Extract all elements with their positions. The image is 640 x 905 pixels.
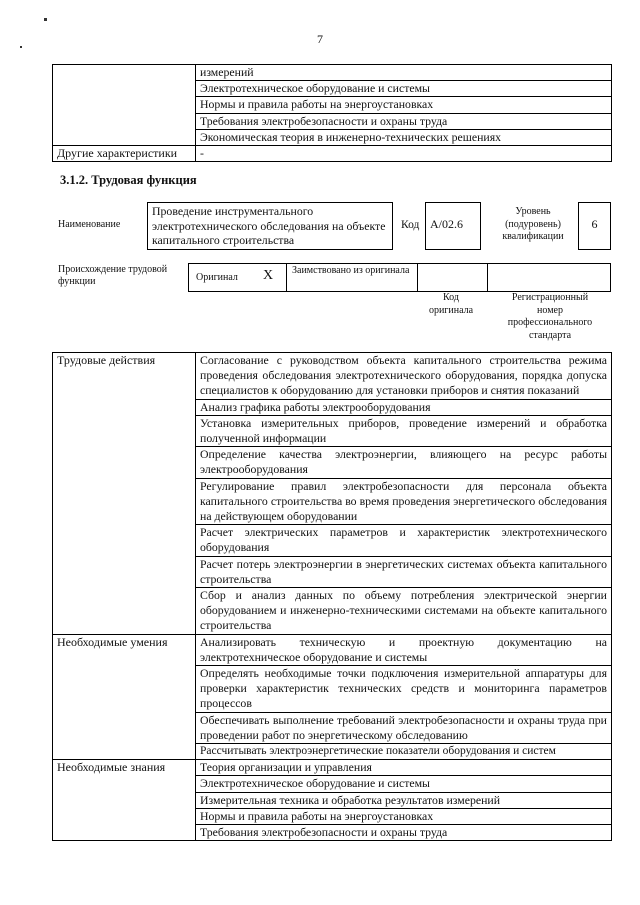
code-caption: Код оригинала bbox=[428, 292, 474, 316]
table-cell: Нормы и правила работы на энергоустановках bbox=[196, 808, 612, 824]
table-cell: Установка измерительных приборов, проведение измерений и обработка полученной информации bbox=[196, 415, 612, 446]
table-cell: Расчет потерь электроэнергии в энергетических системах объекта капитального строительства bbox=[196, 556, 612, 587]
origin-divider bbox=[487, 263, 488, 292]
scan-speck bbox=[44, 18, 47, 21]
table-cell: Рассчитывать электроэнергетические показатели оборудования и систем bbox=[196, 744, 612, 760]
table-cell: Определять необходимые точки подключения измерительной аппаратуры для проверки характеристик технических средств и мониторинга параметров процессов bbox=[196, 666, 612, 713]
table-row bbox=[53, 146, 612, 162]
section-label-actions: Трудовые действия bbox=[53, 353, 196, 635]
table-cell: измерений bbox=[196, 65, 612, 81]
table-row bbox=[53, 65, 612, 81]
main-table bbox=[52, 352, 612, 841]
other-characteristics-label: Другие характеристики bbox=[53, 146, 196, 162]
function-name: Проведение инструментального электротехнического обследования на объекте капитального строительства bbox=[152, 204, 386, 247]
table-cell: Анализ графика работы электрооборудования bbox=[196, 399, 612, 415]
table-cell: Согласование с руководством объекта капитального строительства режима проведения обследования электротехнического оборудования, порядка допуска специалистов к оборудованию для установки приборов и снятия показаний bbox=[196, 353, 612, 400]
table-cell: Определение качества электроэнергии, влияющего на ресурс работы электрооборудования bbox=[196, 447, 612, 478]
name-label: Наименование bbox=[58, 219, 121, 230]
section-label-skills: Необходимые умения bbox=[53, 634, 196, 760]
top-table bbox=[52, 64, 612, 162]
section-label-knowledge: Необходимые знания bbox=[53, 760, 196, 841]
origin-divider bbox=[417, 263, 418, 292]
table-cell: Обеспечивать выполнение требований электробезопасности и охраны труда при проведении работ по энергетическому обследованию bbox=[196, 712, 612, 743]
code-label: Код bbox=[401, 219, 420, 231]
table-cell: Расчет электрических параметров и характеристик электротехнического оборудования bbox=[196, 525, 612, 556]
table-cell bbox=[53, 65, 196, 146]
table-row bbox=[53, 634, 612, 665]
table-cell: Анализировать техническую и проектную документацию на электротехническое оборудование и системы bbox=[196, 634, 612, 665]
table-cell: Нормы и правила работы на энергоустановках bbox=[196, 97, 612, 113]
reg-caption: Регистрационный номер профессионального стандарта bbox=[507, 292, 593, 341]
section-title: 3.1.2. Трудовая функция bbox=[60, 173, 197, 187]
table-cell: Электротехническое оборудование и системы bbox=[196, 776, 612, 792]
scan-speck bbox=[20, 46, 22, 48]
borrowed-label: Заимствовано из оригинала bbox=[292, 265, 410, 276]
table-cell: Требования электробезопасности и охраны труда bbox=[196, 113, 612, 129]
table-cell: Регулирование правил электробезопасности для персонала объекта капитального строительства во время проведения энергетического обследования на действующем оборудовании bbox=[196, 478, 612, 525]
table-cell: Измерительная техника и обработка результатов измерений bbox=[196, 792, 612, 808]
code-box bbox=[425, 202, 481, 250]
table-cell: Теория организации и управления bbox=[196, 760, 612, 776]
original-mark: X bbox=[263, 268, 274, 283]
level-value: 6 bbox=[591, 217, 598, 231]
original-label: Оригинал bbox=[196, 272, 238, 283]
table-row bbox=[53, 353, 612, 400]
code-value: A/02.6 bbox=[430, 217, 463, 231]
origin-label: Происхождение трудовой функции bbox=[58, 264, 168, 287]
table-cell: Сбор и анализ данных по объему потребления электрической энергии оборудованием и инженерно-техническими системами на объекте капитального строительства bbox=[196, 588, 612, 635]
table-row bbox=[53, 760, 612, 776]
function-name-box bbox=[147, 202, 393, 250]
table-cell: Электротехническое оборудование и системы bbox=[196, 81, 612, 97]
level-label: Уровень (подуровень) квалификации bbox=[502, 206, 564, 242]
other-characteristics-value: - bbox=[196, 146, 612, 162]
table-cell: Экономическая теория в инженерно-технических решениях bbox=[196, 129, 612, 145]
page-number: 7 bbox=[317, 32, 323, 46]
table-cell: Требования электробезопасности и охраны труда bbox=[196, 825, 612, 841]
level-box bbox=[578, 202, 611, 250]
origin-divider bbox=[286, 263, 287, 292]
